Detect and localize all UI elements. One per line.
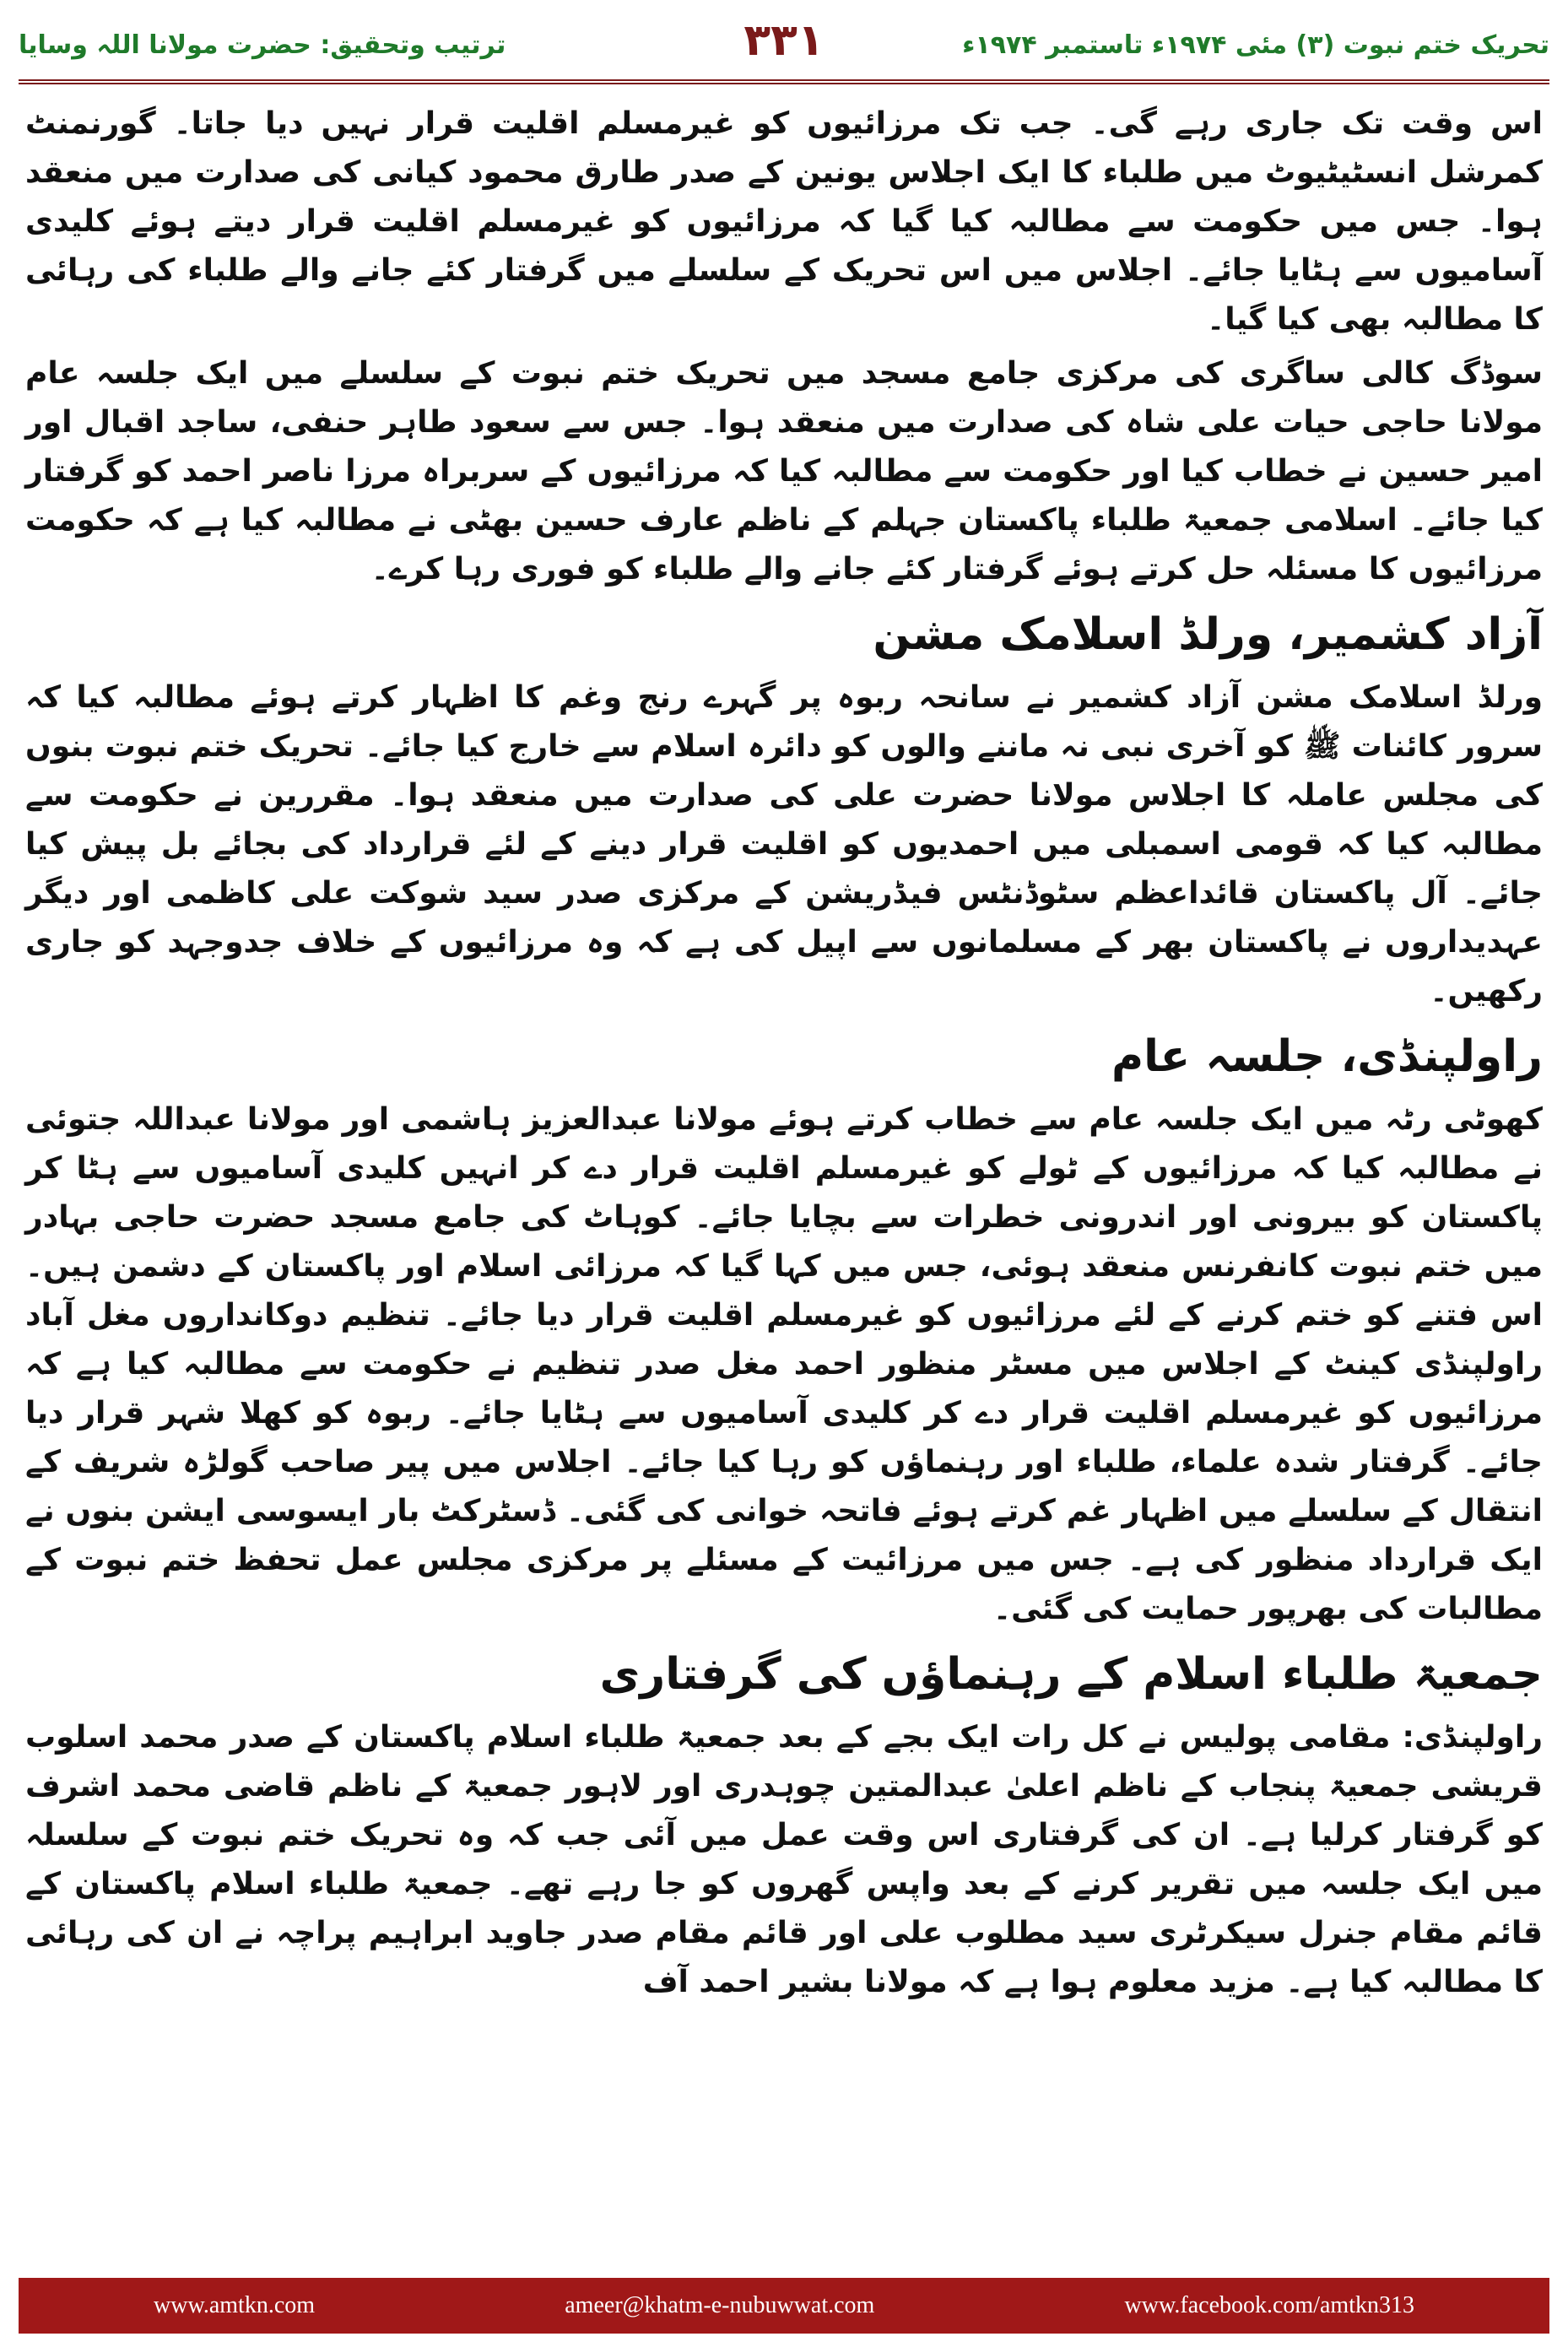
paragraph: کھوٹی رٹہ میں ایک جلسہ عام سے خطاب کرتے ہوئے مولانا عبدالعزیز ہاشمی اور مولانا عبداللہ جتوئی نے مطالبہ کیا کہ مرزائیوں کے ٹولے کو غیرمسلم اقلیت قرار دے کر انہیں کلیدی آسامیوں سے ہٹا کر پاکستان کو بیرونی اور اندرونی خطرات سے بچایا جائے۔ کوہاٹ کی جامع مسجد حضرت حاجی بہادر میں ختم نبوت کانفرنس منعقد ہوئی، جس میں کہا گیا کہ مرزائی اسلام اور پاکستان کے دشمن ہیں۔ اس فتنے کو ختم کرنے کے لئے مرزائیوں کو غیرمسلم اقلیت قرار دیا جائے۔ تنظیم دوکانداروں مغل آباد راولپنڈی کینٹ کے اجلاس میں مسٹر منظور احمد مغل صدر تنظیم نے حکومت سے مطالبہ کیا ہے کہ مرزائیوں کو غیرمسلم اقلیت قرار دے کر کلیدی آسامیوں سے ہٹایا جائے۔ ربوہ کو کھلا شہر قرار دیا جائے۔ گرفتار شدہ علماء، طلباء اور رہنماؤں کو رہا کیا جائے۔ اجلاس میں پیر صاحب گولڑہ شریف کے انتقال کے سلسلے میں اظہار غم کرتے ہوئے فاتحہ خوانی کی گئی۔ ڈسٹرکٹ بار ایسوسی ایشن بنوں نے ایک قرارداد منظور کی ہے۔ جس میں مرزائیت کے مسئلے پر مرکزی مجلس عمل تحفظ ختم نبوت کے مطالبات کی بھرپور حمایت کی گئی۔: [25, 1102, 1543, 1626]
page-footer: [19, 2278, 1549, 2334]
compiler-credit: ترتیب وتحقیق: حضرت مولانا اللہ وسایا: [19, 30, 506, 60]
book-title: تحریک ختم نبوت (۳) مئی ۱۹۷۴ء تاستمبر ۱۹۷۴ء: [962, 30, 1549, 60]
paragraph: ورلڈ اسلامک مشن آزاد کشمیر نے سانحہ ربوہ پر گہرے رنج وغم کا اظہار کرتے ہوئے مطالبہ کیا کہ سرور کائنات ﷺ کو آخری نبی نہ ماننے والوں کو دائرہ اسلام سے خارج کیا جائے۔ تحریک ختم نبوت بنوں کی مجلس عاملہ کا اجلاس مولانا حضرت علی کی صدارت میں منعقد ہوا۔ مقررین نے حکومت سے مطالبہ کیا کہ قومی اسمبلی میں احمدیوں کو اقلیت قرار دینے کے لئے قرارداد کی بجائے بل پیش کیا جائے۔ آل پاکستان قائداعظم سٹوڈنٹس فیڈریشن کے مرکزی صدر سید شوکت علی کاظمی اور دیگر عہدیداروں نے پاکستان بھر کے مسلمانوں سے اپیل کی ہے کہ وہ مرزائیوں کے خلاف جدوجہد کو جاری رکھیں۔: [25, 680, 1543, 1009]
page-header: [19, 15, 1549, 74]
paragraph: سوڈگ کالی ساگری کی مرکزی جامع مسجد میں تحریک ختم نبوت کے سلسلے میں ایک جلسہ عام مولانا حاجی حیات علی شاہ کی صدارت میں منعقد ہوا۔ جس سے سعود طاہر حنفی، ساجد اقبال اور امیر حسین نے خطاب کیا اور حکومت سے مطالبہ کیا کہ مرزائیوں کے سربراہ مرزا ناصر احمد کو گرفتار کیا جائے۔ اسلامی جمعیۃ طلباء پاکستان جہلم کے ناظم عارف حسین بھٹی نے مطالبہ کیا ہے کہ حکومت مرزائیوں کا مسئلہ حل کرتے ہوئے گرفتار کئے جانے والے طلباء کو فوری رہا کرے۔: [25, 356, 1543, 587]
section-heading-rawalpindi: راولپنڈی، جلسہ عام: [1111, 1031, 1543, 1082]
email-link[interactable]: ameer@khatm-e-nubuwwat.com: [565, 2292, 875, 2318]
facebook-link[interactable]: www.facebook.com/amtkn313: [1124, 2292, 1414, 2318]
website-link[interactable]: www.amtkn.com: [154, 2292, 316, 2318]
page-number: ۳۳۱: [743, 15, 825, 66]
page-body: [25, 100, 1543, 2012]
paragraph: راولپنڈی: مقامی پولیس نے کل رات ایک بجے کے بعد جمعیۃ طلباء اسلام پاکستان کے صدر محمد اسلوب قریشی جمعیۃ پنجاب کے ناظم اعلیٰ عبدالمتین چوہدری اور لاہور جمعیۃ کے ناظم قاضی محمد اشرف کو گرفتار کرلیا ہے۔ ان کی گرفتاری اس وقت عمل میں آئی جب کہ وہ تحریک ختم نبوت کے سلسلہ میں ایک جلسہ میں تقریر کرنے کے بعد واپس گھروں کو جا رہے تھے۔ جمعیۃ طلباء اسلام پاکستان کے قائم مقام جنرل سیکرٹری سید مطلوب علی اور قائم مقام صدر جاوید ابراہیم پراچہ نے ان کی رہائی کا مطالبہ کیا ہے۔ مزید معلوم ہوا ہے کہ مولانا بشیر احمد آف: [25, 1720, 1543, 1999]
section-heading-azad-kashmir: آزاد کشمیر، ورلڈ اسلامک مشن: [873, 609, 1543, 660]
paragraph: اس وقت تک جاری رہے گی۔ جب تک مرزائیوں کو غیرمسلم اقلیت قرار نہیں دیا جاتا۔ گورنمنٹ کمرشل انسٹیٹیوٹ میں طلباء کا ایک اجلاس یونین کے صدر طارق محمود کیانی کی صدارت میں منعقد ہوا۔ جس میں حکومت سے مطالبہ کیا گیا کہ مرزائیوں کو غیرمسلم اقلیت قرار دیتے ہوئے کلیدی آسامیوں سے ہٹایا جائے۔ اجلاس میں اس تحریک کے سلسلے میں گرفتار کئے جانے والے طلباء کی رہائی کا مطالبہ بھی کیا گیا۔: [25, 106, 1543, 337]
header-divider: [19, 79, 1549, 84]
section-heading-arrests: جمعیۃ طلباء اسلام کے رہنماؤں کی گرفتاری: [599, 1649, 1543, 1700]
